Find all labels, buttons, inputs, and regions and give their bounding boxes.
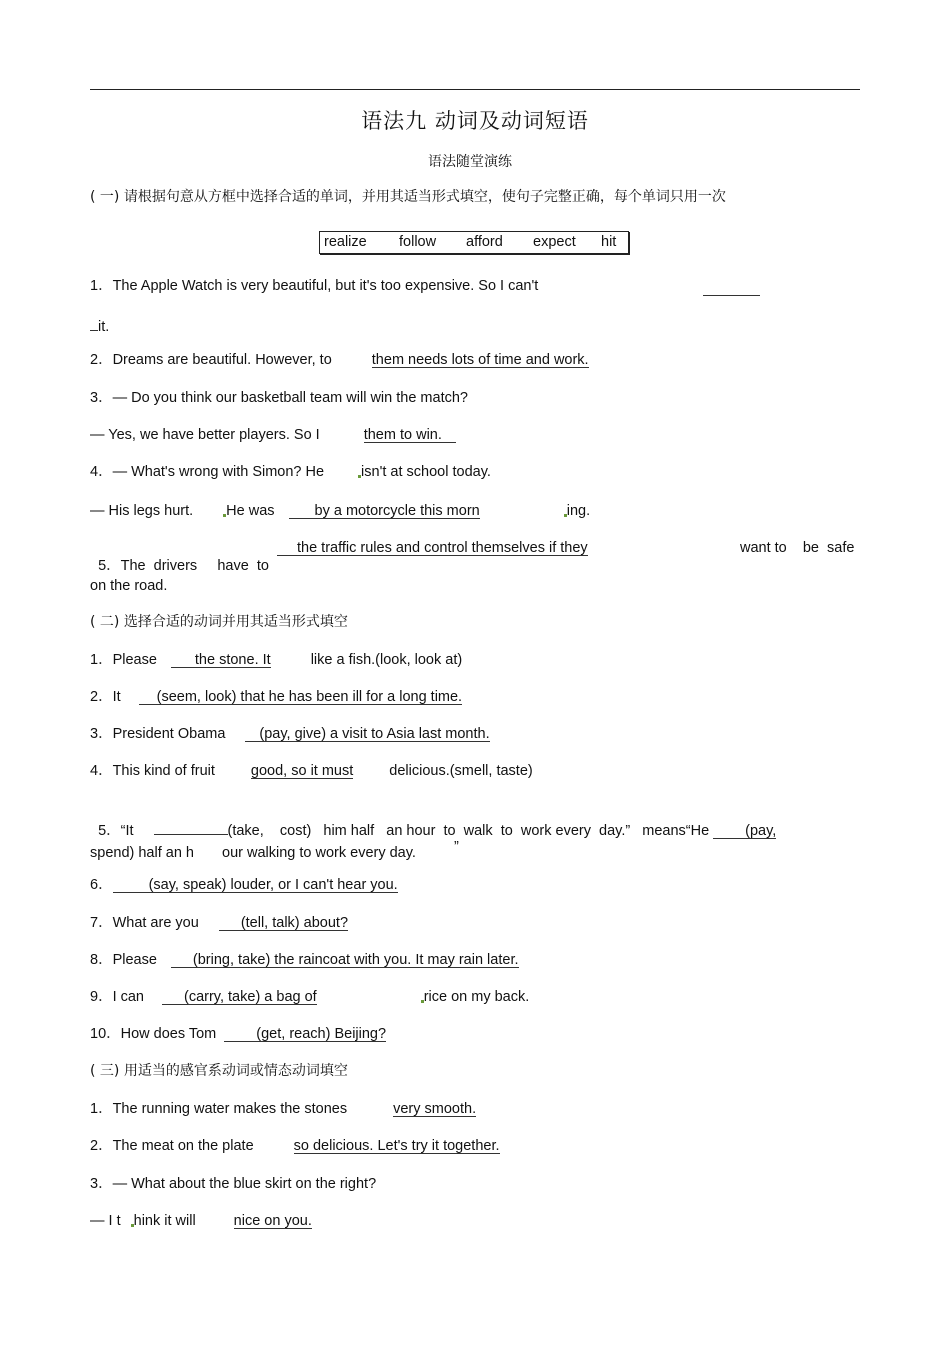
s1-question-3: 3．— Do you think our basketball team will win the match? — [90, 390, 468, 406]
word-afford: afford — [466, 234, 503, 250]
section1-heading: ( 一) 请根据句意从方框中选择合适的单词，并用其适当形式填空，使句子完整正确，每个单词只用一次 — [90, 189, 726, 205]
s1-question-5-cont: on the road. — [90, 578, 168, 594]
s1-question-5-mid: the traffic rules and control themselves if they — [277, 539, 588, 557]
s2-question-7: 7．What are you (tell, talk) about? — [90, 915, 349, 931]
s2-question-5: 5．“It (take, cost) him half an hour to walk to work every day.” means“He (pay, — [90, 800, 776, 840]
s2-question-10: 10．How does Tom (get, reach) Beijing? — [90, 1026, 387, 1042]
s1-question-4: 4．— What's wrong with Simon? He isn't at school today. — [90, 464, 491, 480]
s1-question-4-answer: — His legs hurt. He was by a motorcycle this morn ing. — [90, 503, 591, 519]
s1-question-5-end: want to be safe — [740, 540, 855, 556]
page-title: 语法九 动词及动词短语 — [361, 109, 589, 133]
s2-question-8: 8．Please (bring, take) the raincoat with you. It may rain later. — [90, 952, 519, 968]
section2-heading: ( 二) 选择合适的动词并用其适当形式填空 — [90, 614, 348, 630]
s2-question-2: 2．It (seem, look) that he has been ill for a long time. — [90, 689, 463, 705]
answer-blank — [90, 314, 98, 331]
s2-question-1: 1．Please the stone. It like a fish.(look, look at) — [90, 652, 463, 668]
s1-question-1: 1．The Apple Watch is very beautiful, but it's too expensive. So I can't — [90, 278, 539, 294]
section3-heading: ( 三) 用适当的感官系动词或情态动词填空 — [90, 1063, 348, 1079]
word-realize: realize — [324, 234, 367, 250]
word-hit: hit — [601, 234, 617, 250]
s3-question-3: 3．— What about the blue skirt on the right? — [90, 1176, 377, 1192]
s1-question-1-cont: it. — [90, 314, 109, 336]
s3-question-3-answer: — I t hink it will nice on you. — [90, 1213, 312, 1229]
s3-question-2: 2．The meat on the plate so delicious. Let's try it together. — [90, 1138, 500, 1154]
answer-blank — [703, 279, 760, 296]
word-box — [319, 231, 629, 254]
s2-question-6: 6． (say, speak) louder, or I can't hear you. — [90, 877, 398, 893]
s2-question-9: 9．I can (carry, take) a bag of rice on my back. — [90, 989, 530, 1005]
s2-question-4: 4．This kind of fruit good, so it must delicious.(smell, taste) — [90, 763, 533, 779]
s1-question-2: 2．Dreams are beautiful. However, to them needs lots of time and work. — [90, 352, 589, 368]
top-rule — [90, 89, 860, 90]
s3-question-1: 1．The running water makes the stones very smooth. — [90, 1101, 477, 1117]
s2-question-3: 3．President Obama (pay, give) a visit to Asia last month. — [90, 726, 490, 742]
s1-question-5: 5．The drivers have to — [98, 558, 269, 574]
s2-question-5-cont: spend) half an h our walking to work every day. ” — [90, 839, 459, 861]
page-subtitle: 语法随堂演练 — [428, 154, 512, 170]
word-follow: follow — [399, 234, 437, 250]
word-expect: expect — [533, 234, 576, 250]
s1-question-3-answer: — Yes, we have better players. So I them to win. — [90, 426, 456, 444]
